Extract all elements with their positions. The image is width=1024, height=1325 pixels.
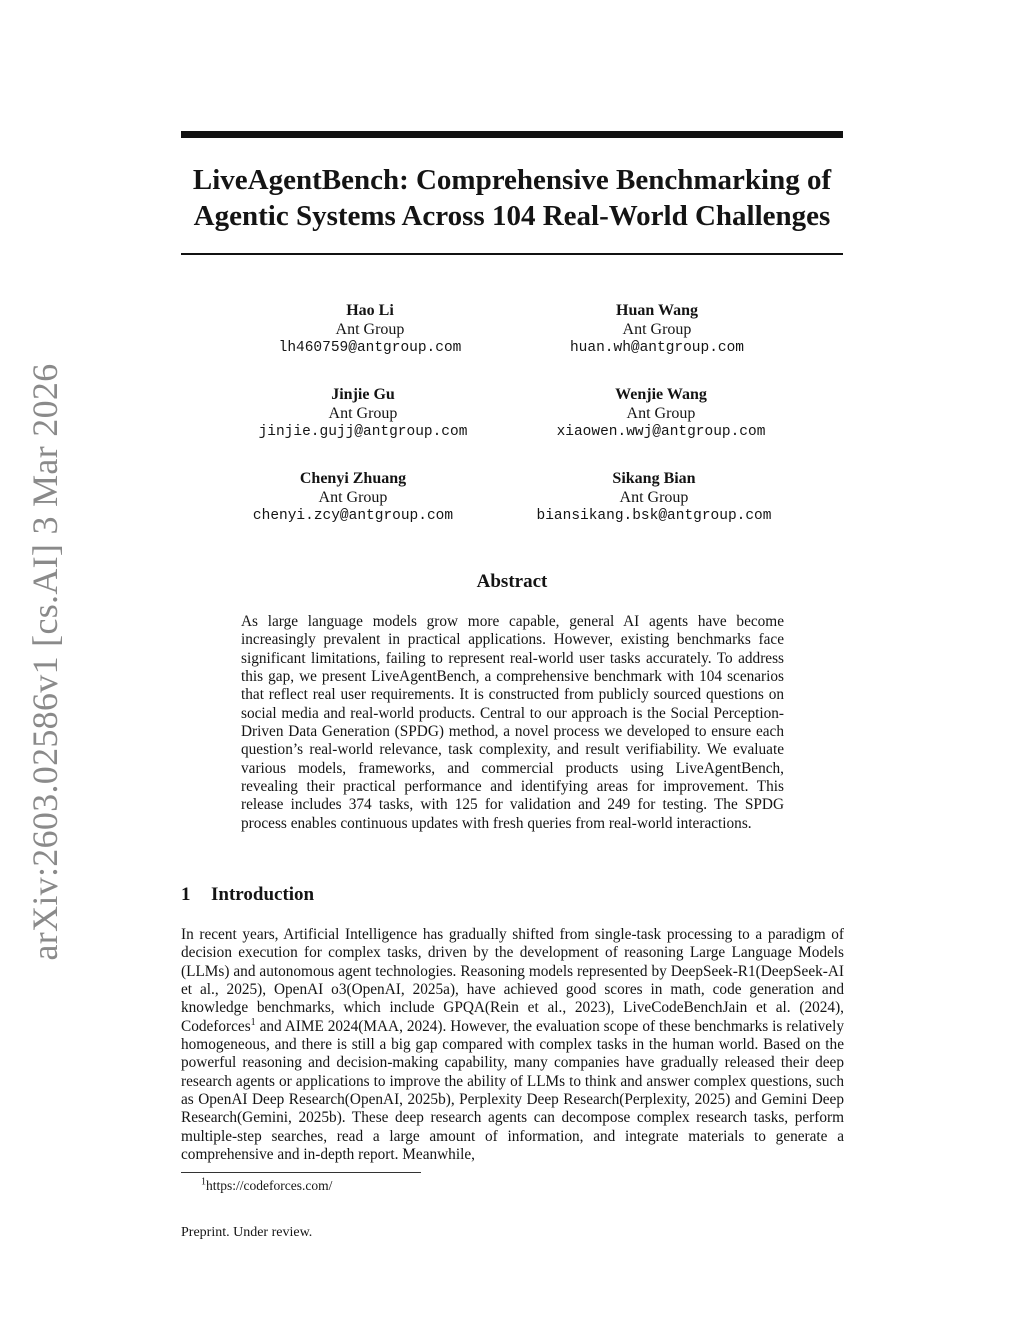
footnote-reference[interactable]: 1	[250, 1016, 256, 1028]
author-name: Sikang Bian	[612, 470, 696, 487]
author-affiliation: Ant Group	[318, 489, 388, 506]
author-name: Huan Wang	[616, 302, 698, 319]
introduction-paragraph	[181, 926, 844, 1164]
author-affiliation: Ant Group	[335, 321, 405, 338]
footnote	[201, 1177, 332, 1194]
footnote-link[interactable]: https://codeforces.com/	[206, 1178, 333, 1193]
footnote-divider	[181, 1172, 421, 1173]
paper-title: LiveAgentBench: Comprehensive Benchmarking of Agentic Systems Across 104 Real-World Challenges	[192, 164, 832, 232]
author-affiliation: Ant Group	[328, 405, 398, 422]
author-name: Hao Li	[346, 302, 394, 319]
abstract-heading: Abstract	[476, 571, 548, 592]
author-email[interactable]: lh460759@antgroup.com	[278, 340, 462, 356]
author-affiliation: Ant Group	[622, 321, 692, 338]
author-block	[501, 385, 821, 442]
author-name: Wenjie Wang	[615, 386, 707, 403]
introduction-text-part2: and AIME 2024(MAA, 2024). However, the evaluation scope of these benchmarks is relatively homogeneous, and there is still a big gap compared with complex tasks in the human world. Based on the powerful reasoning and decision-making capability, many companies have gradually released their deep research agents or applications to improve the ability of LLMs to think and answer complex questions, such as OpenAI Deep Research(OpenAI, 2025b), Perplexity Deep Research(Perplexity, 2025) and Gemini Deep Research(Gemini, 2025b). These deep research agents can decompose complex research tasks, perform multiple-step searches, read a large amount of information, and integrate materials to generate a comprehensive and in-depth report. Meanwhile,	[181, 1017, 844, 1164]
page-footer: Preprint. Under review.	[181, 1225, 313, 1240]
author-block	[210, 301, 530, 358]
author-email[interactable]: huan.wh@antgroup.com	[569, 340, 745, 356]
author-email[interactable]: jinjie.gujj@antgroup.com	[258, 424, 468, 440]
introduction-text-part1: In recent years, Artificial Intelligence has gradually shifted from single-task processing to a paradigm of decision execution for complex tasks, driven by the development of reasoning Large Language Models (LLMs) and autonomous agent technologies. Reasoning models represented by DeepSeek-R1(DeepSeek-AI et al., 2025), OpenAI o3(OpenAI, 2025a), have achieved good scores in math, code generation and knowledge benchmarks, which include GPQA(Rein et al., 2023), LiveCodeBenchJain et al. (2024), Codeforces	[181, 926, 844, 1035]
title-rule-bottom	[181, 253, 843, 255]
author-block	[494, 469, 814, 526]
abstract-text: As large language models grow more capable, general AI agents have become increasingly prevalent in practical applications. However, existing benchmarks face significant limitations, failing to represent real-world user tasks accurately. To address this gap, we present LiveAgentBench, a comprehensive benchmark with 104 scenarios that reflect real user requirements. It is constructed from publicly sourced questions on social media and real-world products. Central to our approach is the Social Perception-Driven Data Generation (SPDG) method, a novel process we developed to ensure each question’s real-world relevance, task complexity, and result verifiability. We evaluate various models, frameworks, and commercial products using LiveAgentBench, revealing their practical performance and identifying areas for improvement. This release includes 374 tasks, with 125 for validation and 249 for testing. The SPDG process enables continuous updates with fresh queries from real-world interactions.	[241, 613, 784, 832]
title-rule-top	[181, 131, 843, 138]
author-email[interactable]: chenyi.zcy@antgroup.com	[252, 508, 454, 524]
author-email[interactable]: biansikang.bsk@antgroup.com	[536, 508, 772, 524]
author-affiliation: Ant Group	[619, 489, 689, 506]
arxiv-identifier: arXiv:2603.02586v1 [cs.AI] 3 Mar 2026	[25, 363, 65, 961]
author-name: Chenyi Zhuang	[299, 470, 407, 487]
footnote-marker: 1	[201, 1176, 206, 1188]
author-affiliation: Ant Group	[626, 405, 696, 422]
section-title: Introduction	[211, 884, 315, 905]
author-block	[193, 469, 513, 526]
author-name: Jinjie Gu	[331, 386, 395, 403]
author-block	[203, 385, 523, 442]
author-block	[497, 301, 817, 358]
section-heading-introduction	[181, 883, 314, 907]
author-email[interactable]: xiaowen.wwj@antgroup.com	[556, 424, 766, 440]
section-number: 1	[181, 884, 191, 905]
